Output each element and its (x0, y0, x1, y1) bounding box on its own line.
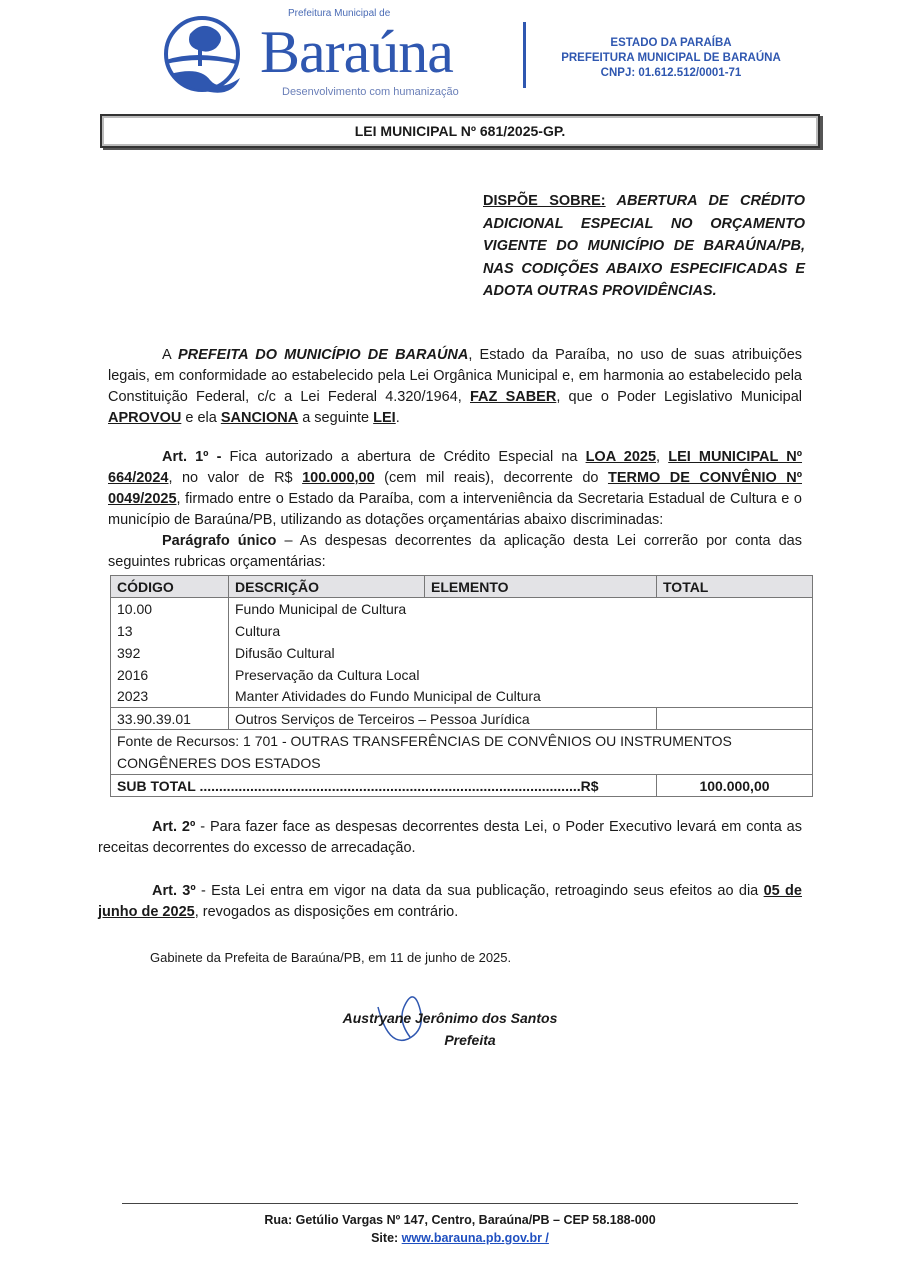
emphasis: LEI (373, 410, 396, 426)
law-title: LEI MUNICIPAL Nº 681/2025-GP. (100, 114, 820, 148)
state-name: ESTADO DA PARAÍBA (610, 37, 732, 49)
funding-source: Fonte de Recursos: 1 701 - OUTRAS TRANSFERÊNCIAS DE CONVÊNIOS OU INSTRUMENTOS CONGÊNERES DOS ESTADOS (111, 730, 813, 775)
logo-prefix: Prefeitura Municipal de (288, 8, 391, 19)
article-label: Art. 2º (152, 819, 196, 835)
text: , Estado da Paraíba, no uso de suas atribuições legais, em conformidade ao estabelecido pela Lei Orgânica Municipal e, em harmonia ao estabelecido pela Constituição Federal, c/c a Lei Federal 4.320/1964, (108, 347, 803, 405)
subtotal-label: SUB TOTAL ..................................................................................................R$ (111, 775, 657, 797)
site-link[interactable]: www.barauna.pb.gov.br / (401, 1231, 549, 1245)
emphasis: 05 de junho de 2025 (98, 883, 802, 920)
article-2 (98, 817, 802, 859)
col-elemento: ELEMENTO (425, 576, 657, 598)
text: - Esta Lei entra em vigor na data da sua publicação, retroagindo seus efeitos ao dia (195, 883, 764, 899)
subtotal-value: 100.000,00 (657, 775, 813, 797)
cell: 10.00 (111, 598, 229, 620)
col-codigo: CÓDIGO (111, 576, 229, 598)
table-row-subtotal (111, 775, 813, 797)
cell: 13 (111, 620, 229, 642)
emphasis: LOA 2025 (585, 449, 657, 465)
emphasis: SANCIONA (220, 410, 299, 426)
table-row (111, 708, 813, 730)
cell-empty (657, 708, 813, 730)
logo-name: Baraúna (260, 19, 453, 85)
text: A (162, 347, 179, 363)
signer-role: Prefeita (444, 1032, 496, 1048)
cell: 392 (111, 642, 229, 664)
emphasis: 100.000,00 (302, 470, 375, 486)
text: , (656, 449, 669, 465)
footer (122, 1211, 798, 1247)
municipal-logo (160, 8, 520, 102)
text: Fica autorizado a abertura de Crédito Especial na (221, 449, 586, 465)
article-3 (98, 881, 802, 923)
cell: Outros Serviços de Terceiros – Pessoa Jurídica (229, 708, 657, 730)
cell: Cultura (229, 620, 813, 642)
text: , revogados as disposições em contrário. (194, 904, 459, 920)
footer-address: Rua: Getúlio Vargas Nº 147, Centro, Baraúna/PB – CEP 58.188-000 (264, 1213, 656, 1227)
text: (cem mil reais), decorrente do (374, 470, 608, 486)
footer-divider (122, 1203, 798, 1204)
budget-table (110, 575, 813, 797)
table-row (111, 598, 813, 620)
article-1 (98, 447, 802, 531)
text: a seguinte (298, 410, 374, 426)
header-divider (523, 22, 526, 88)
table-header (111, 576, 813, 598)
emphasis: LEI MUNICIPAL Nº 664/2024 (108, 449, 803, 486)
text: e ela (181, 410, 221, 426)
law-body (98, 345, 802, 1057)
article-label: Art. 3º (152, 883, 196, 899)
summary-text: ABERTURA DE CRÉDITO ADICIONAL ESPECIAL NO ORÇAMENTO VIGENTE DO MUNICÍPIO DE BARAÚNA/PB, NAS CODIÇÕES ABAIXO ESPECIFICADAS E ADOTA OUTRAS PROVIDÊNCIAS. (483, 193, 805, 299)
site-label: Site: (371, 1231, 402, 1245)
signature-area (330, 1007, 570, 1057)
text: , firmado entre o Estado da Paraíba, com a interveniência da Secretaria Estadual de Cultura e o município de Baraúna/PB, utilizando as dotações orçamentárias abaixo discriminadas: (108, 491, 802, 528)
signer-name: Austryane Jerônimo dos Santos (342, 1010, 558, 1026)
col-total: TOTAL (657, 576, 813, 598)
table-row-fonte (111, 730, 813, 775)
text: – As despesas decorrentes da aplicação desta Lei correrão por conta das seguintes rubricas orçamentárias: (108, 533, 802, 570)
cell: Fundo Municipal de Cultura (229, 598, 813, 620)
cell: 2016 (111, 664, 229, 686)
article-label: Art. 1º - (162, 449, 222, 465)
closing-line: Gabinete da Prefeita de Baraúna/PB, em 11 de junho de 2025. (150, 950, 512, 965)
table-row (111, 664, 813, 686)
cell: Manter Atividades do Fundo Municipal de Cultura (229, 686, 813, 708)
cell: Difusão Cultural (229, 642, 813, 664)
emphasis: FAZ SABER (470, 389, 557, 405)
table-row (111, 620, 813, 642)
emphasis: TERMO DE CONVÊNIO Nº 0049/2025 (108, 470, 802, 507)
logo-tagline: Desenvolvimento com humanização (282, 86, 459, 98)
emphasis: APROVOU (108, 410, 182, 426)
table-row (111, 686, 813, 708)
summary-label: DISPÕE SOBRE: (483, 193, 606, 209)
paragraph-label: Parágrafo único (162, 533, 277, 549)
table-row (111, 642, 813, 664)
col-descricao: DESCRIÇÃO (229, 576, 425, 598)
law-summary (483, 190, 805, 303)
tree-emblem-icon (160, 14, 260, 98)
cell: 33.90.39.01 (111, 708, 229, 730)
text: - Para fazer face as despesas decorrentes desta Lei, o Poder Executivo levará em conta as receitas decorrentes do excesso de arrecadação. (98, 819, 802, 856)
text: , no valor de R$ (168, 470, 303, 486)
letterhead (532, 36, 810, 81)
cnpj: CNPJ: 01.612.512/0001-71 (600, 67, 742, 79)
cell: Preservação da Cultura Local (229, 664, 813, 686)
text: . (395, 410, 400, 426)
paragrafo-unico (98, 531, 802, 573)
signature-block (330, 1007, 570, 1051)
cell: 2023 (111, 686, 229, 708)
prefecture-name: PREFEITURA MUNICIPAL DE BARAÚNA (561, 52, 781, 64)
mayor-title: PREFEITA DO MUNICÍPIO DE BARAÚNA (178, 347, 469, 363)
text: , que o Poder Legislativo Municipal (556, 389, 802, 405)
preamble (98, 345, 802, 429)
